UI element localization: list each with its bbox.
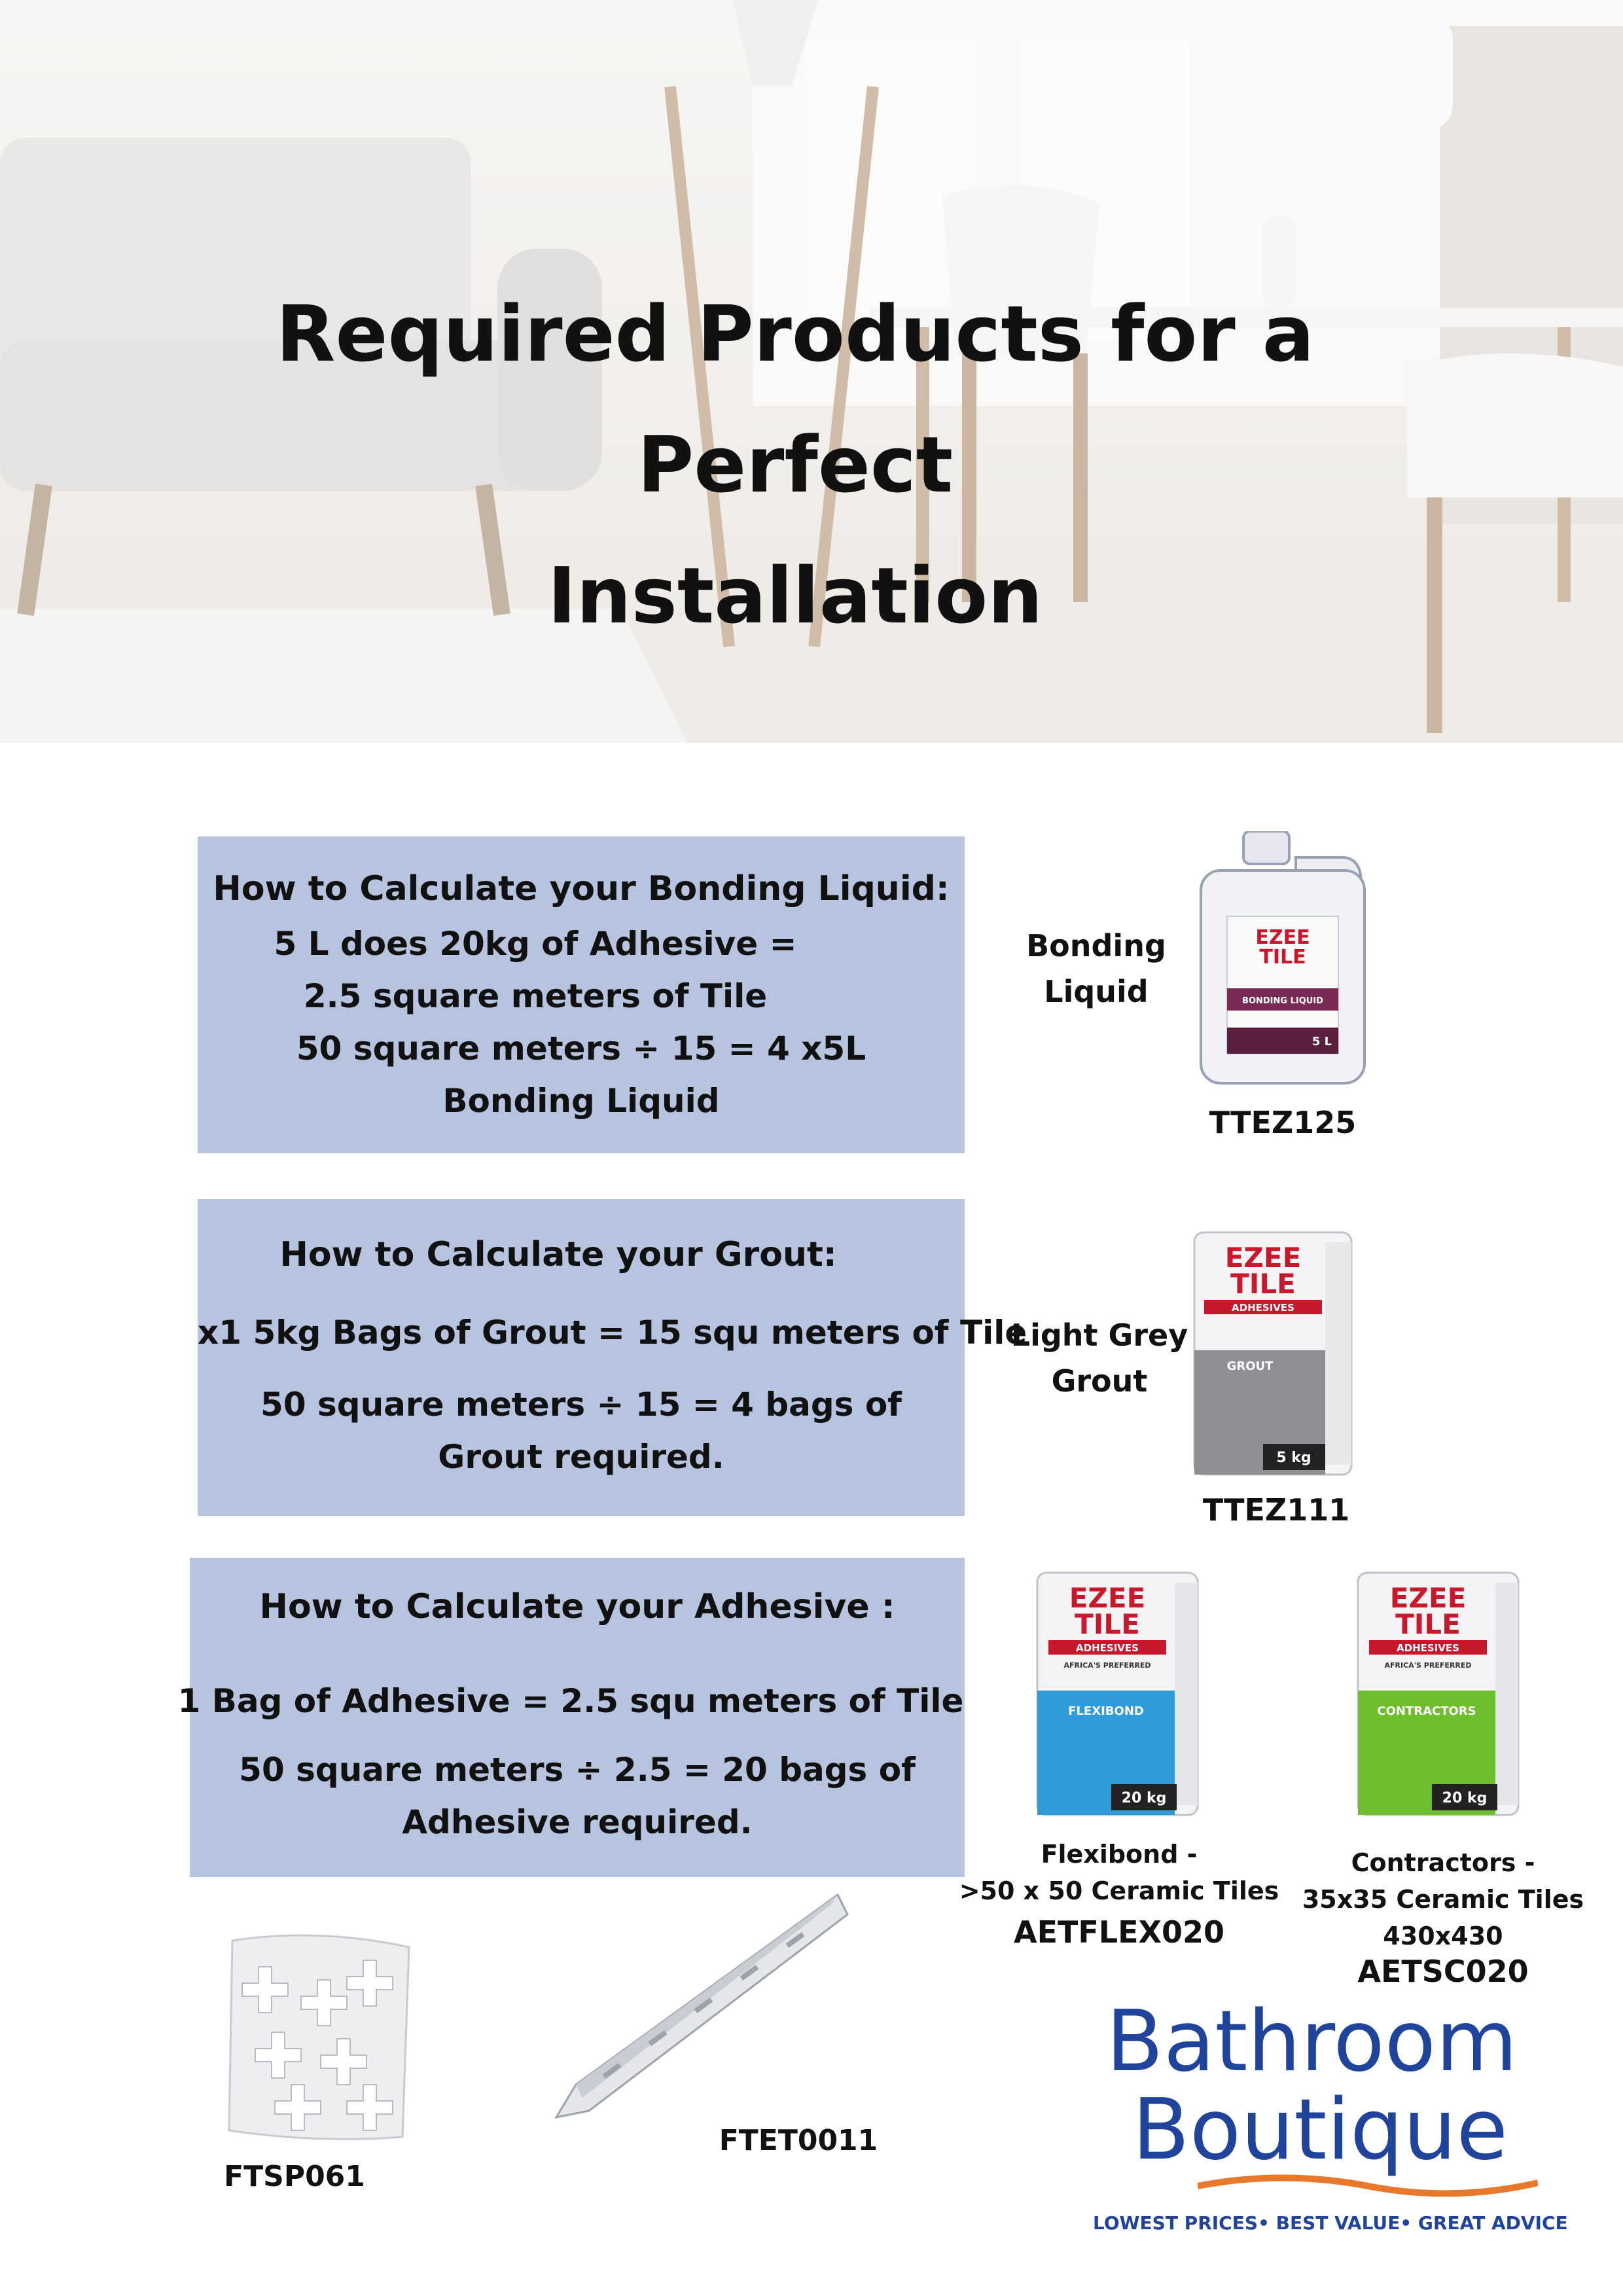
svg-text:FLEXIBOND: FLEXIBOND bbox=[1068, 1704, 1144, 1718]
svg-text:5 kg: 5 kg bbox=[1276, 1450, 1311, 1466]
bonding-line-4: Bonding Liquid bbox=[442, 1082, 720, 1120]
grout-line-3: Grout required. bbox=[438, 1438, 724, 1476]
svg-text:TILE: TILE bbox=[1075, 1608, 1140, 1640]
adhesive-line-2: 50 square meters ÷ 2.5 = 20 bags of bbox=[239, 1751, 916, 1789]
bonding-line-1: 5 L does 20kg of Adhesive = bbox=[274, 925, 797, 963]
svg-text:GROUT: GROUT bbox=[1226, 1359, 1274, 1373]
svg-text:20 kg: 20 kg bbox=[1442, 1790, 1488, 1806]
svg-text:TILE: TILE bbox=[1395, 1608, 1461, 1640]
contractors-label: Contractors - 35x35 Ceramic Tiles 430x430 bbox=[1302, 1848, 1584, 1950]
svg-text:ADHESIVES: ADHESIVES bbox=[1232, 1302, 1294, 1314]
bathroom-boutique-logo bbox=[1093, 1993, 1568, 2242]
contractors-code: AETSC020 bbox=[1357, 1954, 1529, 1989]
tile-edge-trim-image bbox=[550, 1888, 851, 2130]
flexibond-bag-image bbox=[1034, 1570, 1201, 1818]
page-title bbox=[131, 268, 1459, 661]
svg-text:BONDING LIQUID: BONDING LIQUID bbox=[1242, 996, 1323, 1006]
svg-text:5 L: 5 L bbox=[1311, 1035, 1332, 1049]
bonding-liquid-jug-image bbox=[1198, 831, 1368, 1086]
svg-text:TILE: TILE bbox=[1230, 1268, 1296, 1300]
title-line-1: Required Products for a Perfect bbox=[276, 289, 1315, 510]
svg-text:20 kg: 20 kg bbox=[1121, 1790, 1167, 1806]
bonding-liquid-calculation-box bbox=[198, 836, 965, 1153]
svg-text:EZEE: EZEE bbox=[1224, 1242, 1302, 1274]
flexibond-code: AETFLEX020 bbox=[1013, 1914, 1225, 1950]
grout-code: TTEZ111 bbox=[1202, 1492, 1350, 1528]
svg-text:CONTRACTORS: CONTRACTORS bbox=[1377, 1704, 1476, 1718]
bonding-line-2: 2.5 square meters of Tile bbox=[303, 977, 768, 1015]
adhesive-line-3: Adhesive required. bbox=[402, 1803, 753, 1841]
logo-tagline: LOWEST PRICES• BEST VALUE• GREAT ADVICE bbox=[1093, 2212, 1568, 2234]
grout-line-2: 50 square meters ÷ 15 = 4 bags of bbox=[260, 1386, 902, 1424]
adhesive-line-1: 1 Bag of Adhesive = 2.5 squ meters of Tile bbox=[177, 1682, 964, 1720]
logo-line-2: Boutique bbox=[1132, 2081, 1508, 2179]
hero-banner bbox=[0, 0, 1623, 743]
bonding-liquid-label: Bonding Liquid bbox=[1026, 928, 1166, 1009]
svg-text:ADHESIVES: ADHESIVES bbox=[1397, 1642, 1459, 1654]
bonding-liquid-code: TTEZ125 bbox=[1209, 1105, 1357, 1140]
svg-text:AFRICA'S PREFERRED: AFRICA'S PREFERRED bbox=[1384, 1661, 1472, 1670]
flexibond-label: Flexibond - >50 x 50 Ceramic Tiles bbox=[959, 1840, 1279, 1905]
trim-code: FTET0011 bbox=[719, 2124, 878, 2157]
grout-line-1: x1 5kg Bags of Grout = 15 squ meters of Tile bbox=[198, 1314, 1027, 1352]
adhesive-heading: How to Calculate your Adhesive : bbox=[259, 1587, 895, 1626]
grout-calculation-box bbox=[198, 1199, 1027, 1516]
grout-heading: How to Calculate your Grout: bbox=[279, 1235, 837, 1274]
logo-swoosh-icon bbox=[1198, 2166, 1538, 2206]
svg-text:EZEE: EZEE bbox=[1069, 1582, 1146, 1614]
svg-text:EZEE: EZEE bbox=[1255, 926, 1310, 949]
logo-line-1: Bathroom bbox=[1106, 1993, 1518, 2090]
svg-text:EZEE: EZEE bbox=[1389, 1582, 1467, 1614]
grout-label: Light Grey Grout bbox=[1010, 1318, 1188, 1399]
tile-spacers-bag-image bbox=[219, 1928, 416, 2144]
spacers-code: FTSP061 bbox=[224, 2160, 365, 2193]
grout-bag-image bbox=[1191, 1229, 1355, 1478]
title-line-2: Installation bbox=[547, 550, 1043, 641]
contractors-bag-image bbox=[1355, 1570, 1522, 1818]
svg-text:ADHESIVES: ADHESIVES bbox=[1076, 1642, 1139, 1654]
adhesive-calculation-box bbox=[177, 1558, 965, 1877]
svg-text:TILE: TILE bbox=[1259, 946, 1306, 969]
svg-text:AFRICA'S PREFERRED: AFRICA'S PREFERRED bbox=[1063, 1661, 1151, 1670]
bonding-line-3: 50 square meters ÷ 15 = 4 x5L bbox=[296, 1030, 866, 1067]
bonding-heading: How to Calculate your Bonding Liquid: bbox=[213, 869, 950, 908]
